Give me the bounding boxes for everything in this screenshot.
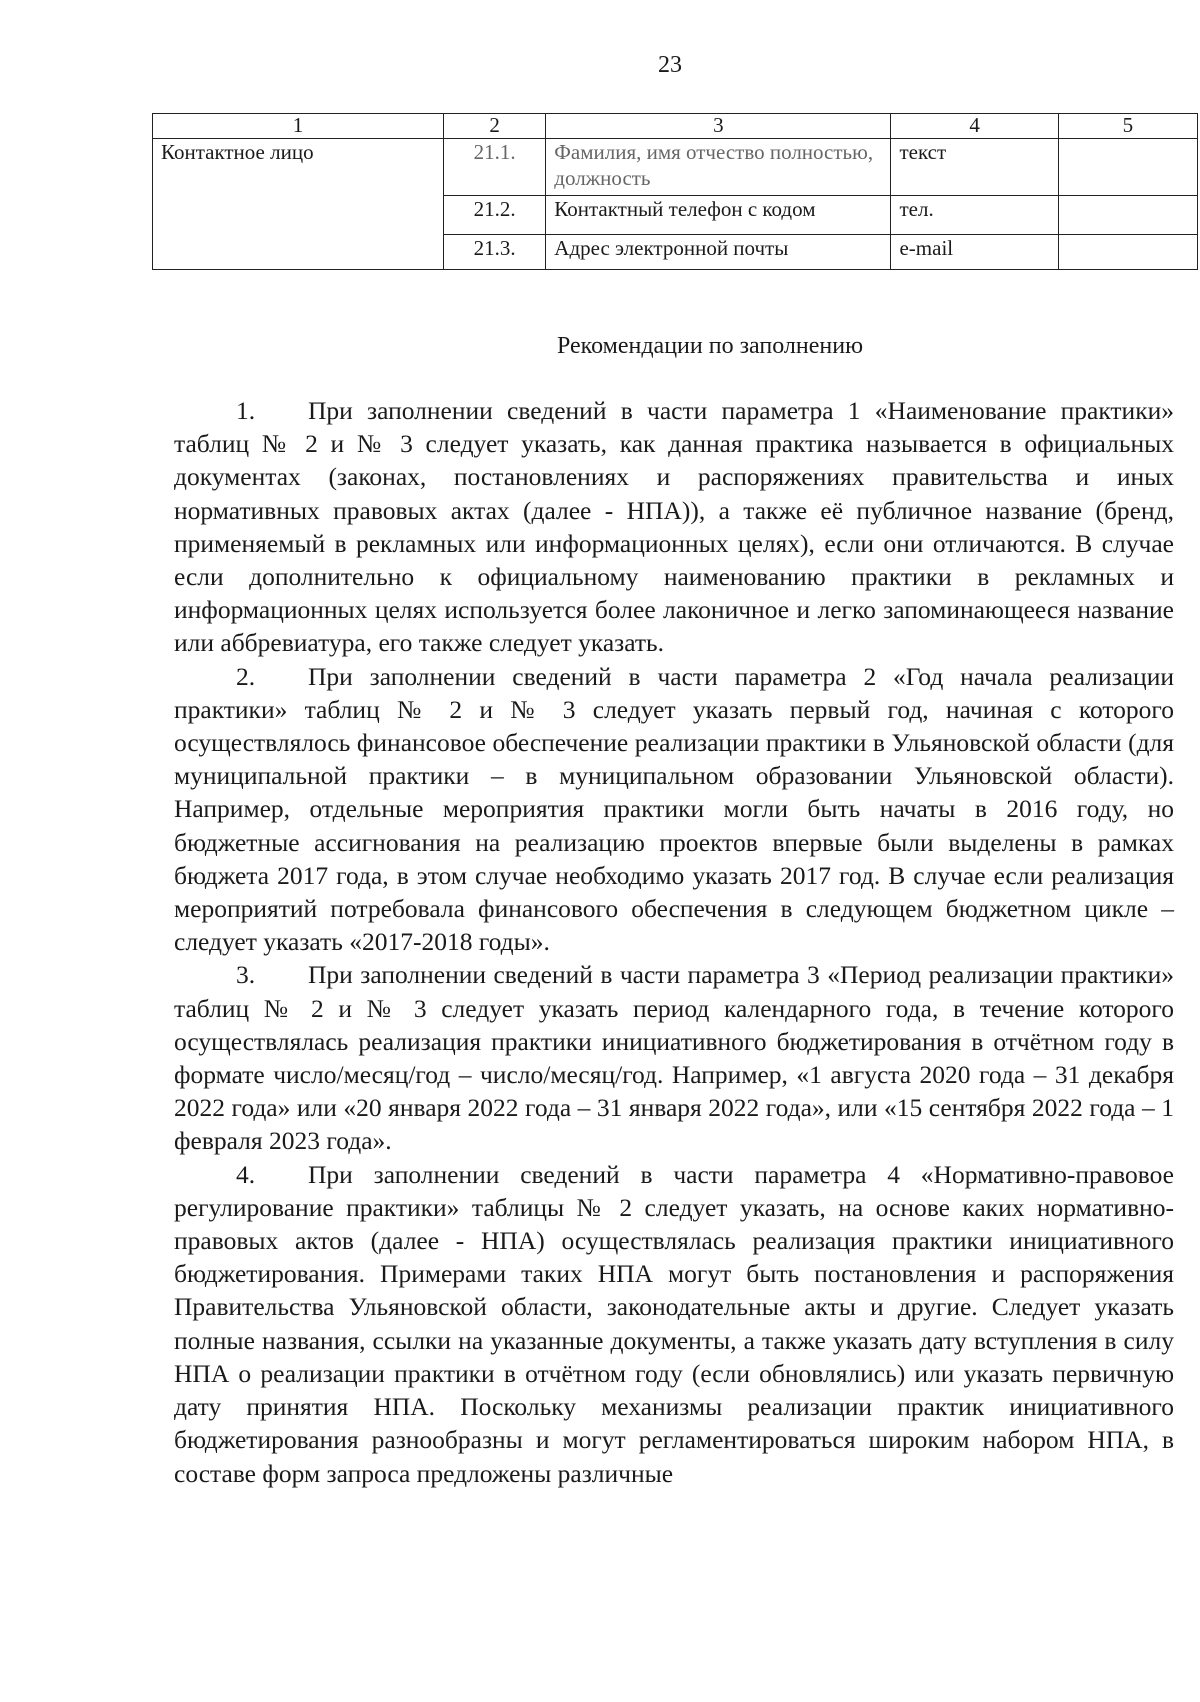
header-cell: 4 <box>891 114 1058 139</box>
row-description: Фамилия, имя отчество полностью, должность <box>546 139 891 196</box>
contact-table <box>152 113 1198 270</box>
paragraph <box>174 958 1174 1157</box>
row-description: Адрес электронной почты <box>546 235 891 270</box>
recommendations-body <box>174 394 1174 1490</box>
paragraph-number: 4. <box>236 1159 256 1189</box>
row-description: Контактный телефон с кодом <box>546 196 891 235</box>
paragraph-number: 2. <box>236 661 256 691</box>
row-code: 21.2. <box>444 196 546 235</box>
paragraph-text: При заполнении сведений в части параметра 3 «Период реализации практики» таблиц № 2 и № 3 следует указать период календарного года, в течение которого осуществлялась реализация практики инициативного бюджетирования в отчётном году в формате число/месяц/год – число/месяц/год. Например, «1 августа 2020 года – 31 декабря 2022 года» или «20 января 2022 года – 31 января 2022 года», или «15 сентября 2022 года – 1 февраля 2023 года». <box>174 960 1174 1156</box>
row-type: e-mail <box>891 235 1058 270</box>
paragraph <box>174 394 1174 660</box>
paragraph-text: При заполнении сведений в части параметра 1 «Наименование практики» таблиц № 2 и № 3 следует указать, как данная практика называется в официальных документах (законах, постановлениях и распоряжениях правительства и иных нормативных правовых актах (далее - НПА)), а также её публичное название (бренд, применяемый в рекламных или информационных целях), если они отличаются. В случае если дополнительно к официальному наименованию практики в рекламных и информационных целях используется более лаконичное и легко запоминающееся название или аббревиатура, его также следует указать. <box>174 396 1174 658</box>
row-type: текст <box>891 139 1058 196</box>
table-header-row <box>153 114 1198 139</box>
paragraph <box>174 660 1174 959</box>
page-number: 23 <box>658 52 682 78</box>
row-value <box>1058 139 1197 196</box>
table-row <box>153 139 1198 196</box>
row-code: 21.1. <box>444 139 546 196</box>
paragraph-number: 1. <box>236 396 256 425</box>
paragraph <box>174 1158 1174 1490</box>
row-value <box>1058 196 1197 235</box>
header-cell: 1 <box>153 114 444 139</box>
paragraph-text: При заполнении сведений в части параметра 4 «Нормативно-правовое регулирование практики» таблицы № 2 следует указать, на основе каких нормативно-правовых актов (далее - НПА) осуществлялась реализация практики инициативного бюджетирования. Примерами таких НПА могут быть постановления и распоряжения Правительства Ульяновской области, законодательные акты и другие. Следует указать полные названия, ссылки на указанные документы, а также указать дату вступления в силу НПА о реализации практики в отчётном году (если обновлялись) или указать первичную дату принятия НПА. Поскольку механизмы реализации практик инициативного бюджетирования разнообразны и могут регламентироваться широким набором НПА, в составе форм запроса предложены различные <box>174 1159 1174 1488</box>
header-cell: 3 <box>546 114 891 139</box>
row-code: 21.3. <box>444 235 546 270</box>
header-cell: 2 <box>444 114 546 139</box>
contact-label: Контактное лицо <box>153 139 444 270</box>
paragraph-text: При заполнении сведений в части параметра 2 «Год начала реализации практики» таблиц № 2 и № 3 следует указать первый год, начиная с которого осуществлялось финансовое обеспечение реализации практики в Ульяновской области (для муниципальной практики – в муниципальном образовании Ульяновской области). Например, отдельные мероприятия практики могли быть начаты в 2016 году, но бюджетные ассигнования на реализацию проектов впервые были выделены в рамках бюджета 2017 года, в этом случае необходимо указать 2017 год. В случае если реализация мероприятий потребовала финансового обеспечения в следующем бюджетном цикле – следует указать «2017-2018 годы». <box>174 661 1174 957</box>
header-cell: 5 <box>1058 114 1197 139</box>
row-value <box>1058 235 1197 270</box>
paragraph-number: 3. <box>236 960 256 990</box>
row-type: тел. <box>891 196 1058 235</box>
section-title: Рекомендации по заполнению <box>556 333 864 359</box>
